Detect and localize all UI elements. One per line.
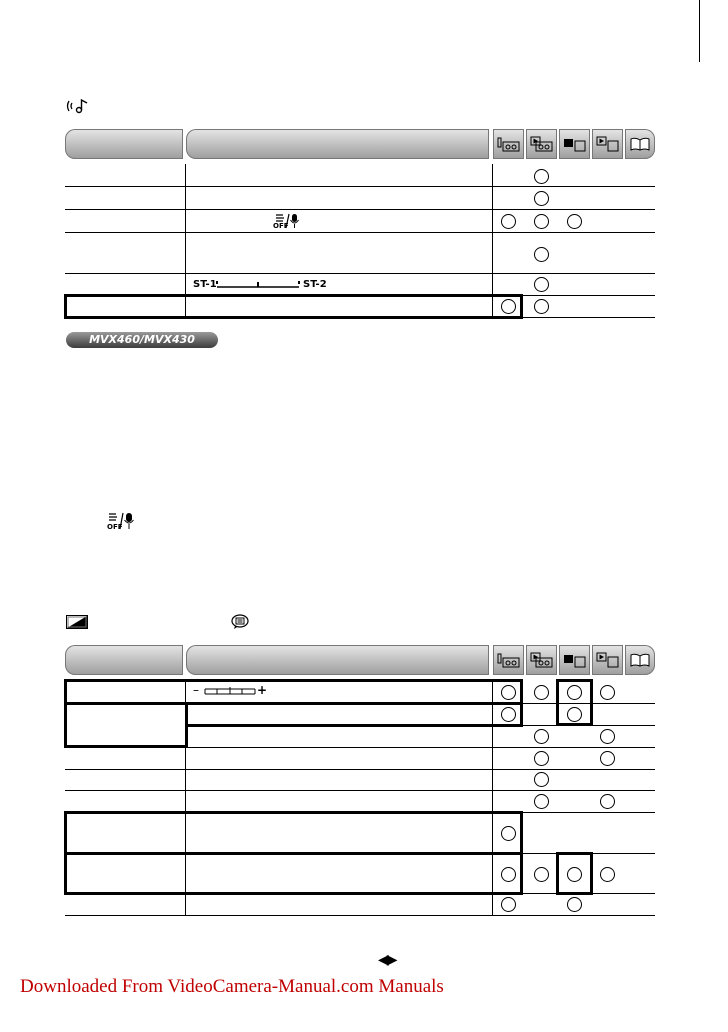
display-menu-icon: [66, 615, 88, 633]
book-icon: [625, 129, 655, 159]
available-mark: [534, 299, 549, 314]
available-mark: [534, 772, 549, 787]
available-mark: [567, 897, 582, 912]
available-mark: [501, 897, 516, 912]
highlight-frame: [556, 852, 593, 895]
table-row: [65, 233, 655, 274]
camera-card-icon: [559, 129, 590, 159]
inline-wind-off-label: OFF: [107, 523, 123, 531]
table-row: [65, 164, 655, 187]
table-row: [65, 748, 655, 770]
available-mark: [534, 214, 549, 229]
available-mark: [534, 247, 549, 262]
sound-menu-icon: [66, 98, 92, 118]
available-mark: [534, 685, 549, 700]
table-row: [65, 894, 655, 916]
camera-tape-icon: [493, 129, 524, 159]
available-mark: [534, 751, 549, 766]
table-row: [65, 770, 655, 791]
play-tape-icon: [526, 645, 557, 675]
table-row: [185, 726, 655, 748]
header-setting-options-cell: [186, 645, 489, 675]
page-nav-arrows[interactable]: ◀▶: [378, 952, 396, 968]
available-mark: [600, 685, 615, 700]
available-mark: [600, 751, 615, 766]
table-header-2: [65, 645, 655, 675]
brightness-minus: –: [193, 683, 199, 697]
play-card-icon: [592, 645, 623, 675]
footer-download-text[interactable]: Downloaded From VideoCamera-Manual.com Manuals: [20, 976, 444, 997]
highlight-frame: [185, 702, 523, 727]
highlight-frame: [64, 702, 188, 748]
available-mark: [534, 191, 549, 206]
table-row: [65, 791, 655, 813]
display-setup-icon: [231, 614, 249, 634]
table-row: [65, 274, 655, 296]
highlight-frame: [64, 294, 523, 319]
margin-line: [699, 0, 700, 62]
stereo-scale-left: ST-1: [193, 279, 217, 290]
table-header: [65, 129, 655, 159]
available-mark: [600, 729, 615, 744]
available-mark: [534, 729, 549, 744]
header-menu-item-cell: [65, 129, 183, 159]
available-mark: [567, 214, 582, 229]
stereo-balance-scale: [216, 280, 300, 290]
header-menu-item-cell: [65, 645, 183, 675]
play-tape-icon: [526, 129, 557, 159]
table-row: [65, 210, 655, 233]
book-icon: [625, 645, 655, 675]
available-mark: [501, 214, 516, 229]
header-setting-options-cell: [186, 129, 489, 159]
model-label: MVX460/MVX430: [66, 332, 218, 348]
wind-screen-off-label: OFF: [273, 222, 289, 230]
available-mark: [534, 169, 549, 184]
camera-tape-icon: [493, 645, 524, 675]
available-mark: [534, 867, 549, 882]
play-card-icon: [592, 129, 623, 159]
stereo-scale-right: ST-2: [303, 279, 327, 290]
highlight-frame: [556, 679, 593, 726]
camera-card-icon: [559, 645, 590, 675]
available-mark: [600, 867, 615, 882]
available-mark: [534, 794, 549, 809]
brightness-plus: +: [257, 683, 268, 697]
table-row: [65, 187, 655, 210]
available-mark: [534, 277, 549, 292]
available-mark: [600, 794, 615, 809]
